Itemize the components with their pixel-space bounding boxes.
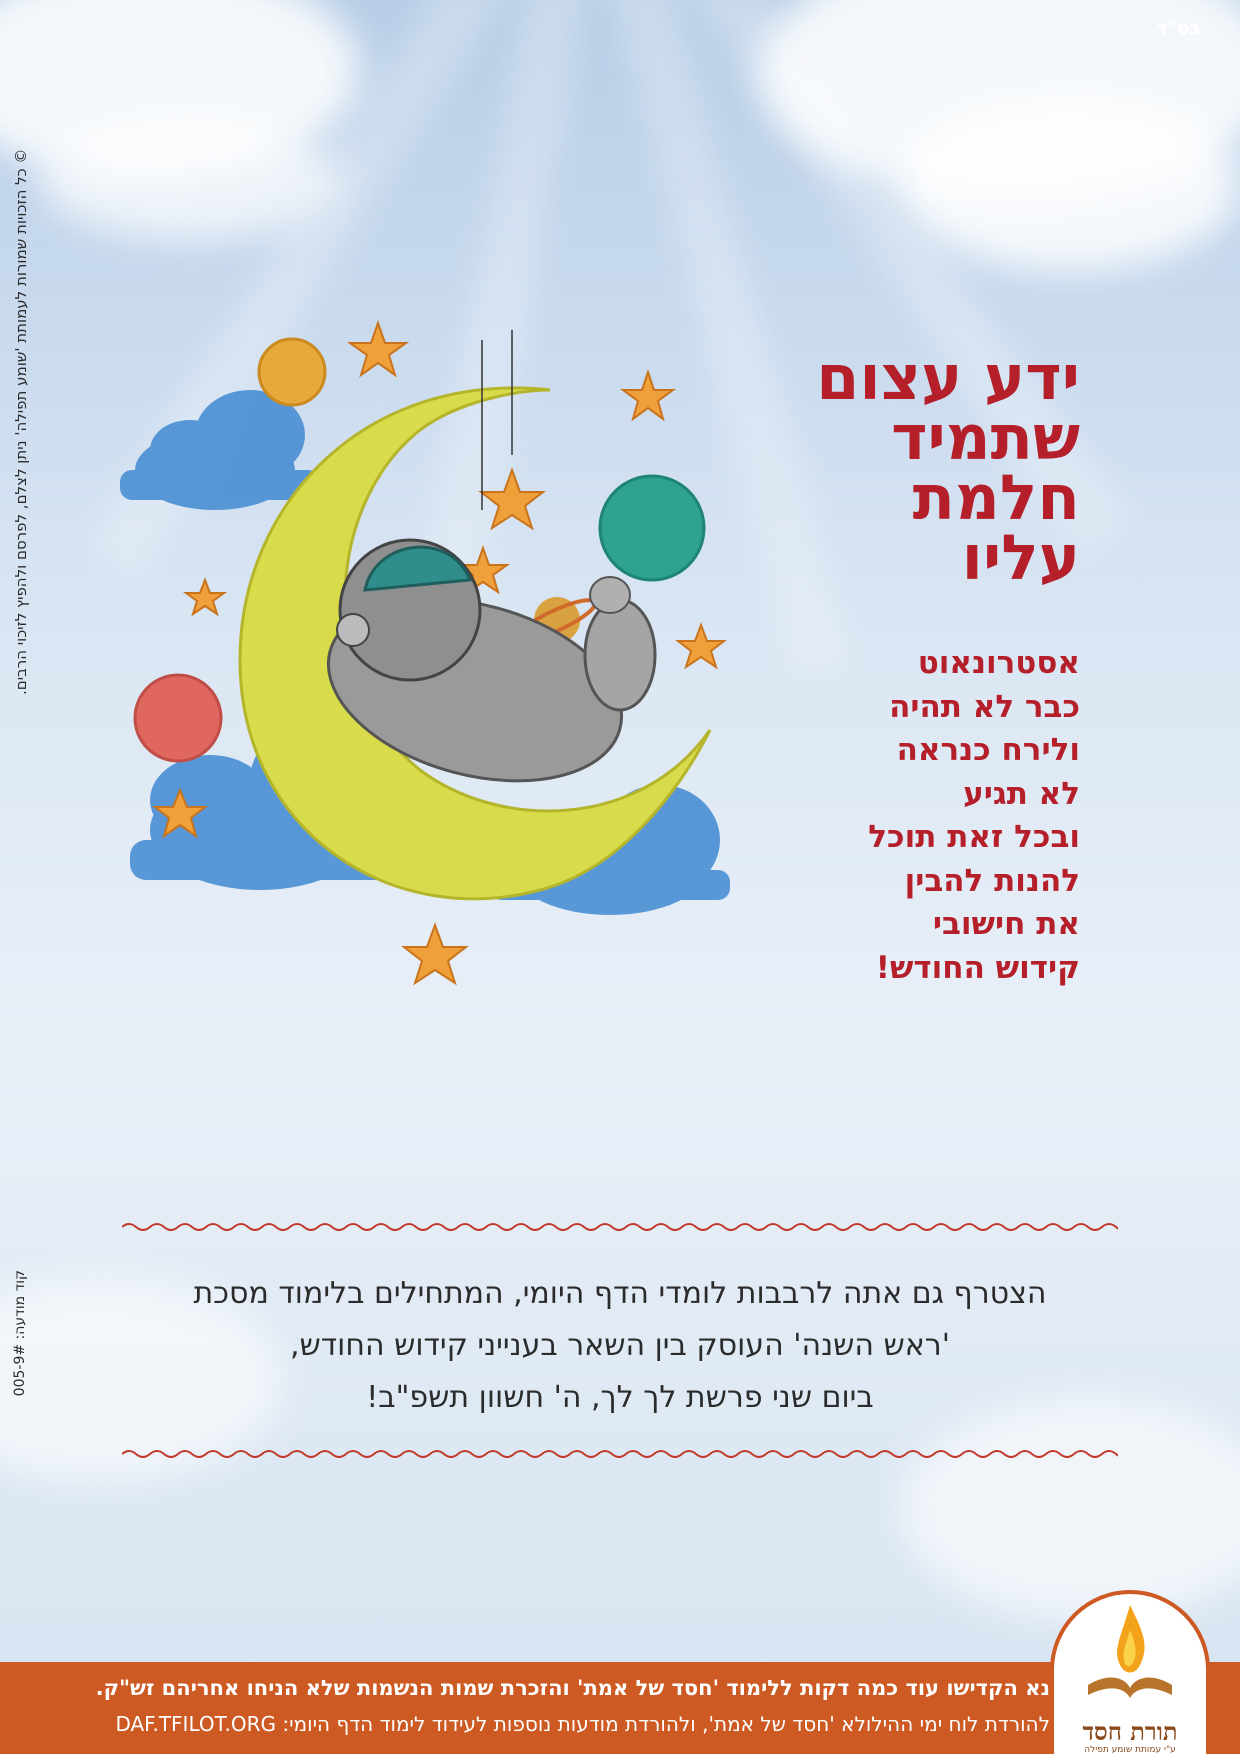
subheadline <box>760 642 1080 990</box>
join-message <box>120 1268 1120 1424</box>
logo-tagline: ע"י עמותת שומע תפילה <box>1084 1745 1176 1754</box>
footer-line-2: להורדת לוח ימי ההילולא 'חסד של אמת', ולהורדת מודעות נוספות לעידוד לימוד הדף היומי: DAF.TFILOT.ORG <box>115 1712 1050 1736</box>
subheadline-line: להנות להבין <box>904 862 1080 899</box>
headline-line: שתמיד <box>891 401 1080 474</box>
copyright-notice: © כל הזכויות שמורות לעמותת 'שומע תפילה' ניתן לצלם, לפרסם ולהפיץ לזיכוי הרבים. <box>12 148 30 695</box>
headline-line: ידע עצום <box>816 341 1080 414</box>
headline-line: חלמת <box>912 461 1080 534</box>
join-line: 'ראש השנה' העוסק בין השאר בענייני קידוש החודש, <box>290 1328 950 1363</box>
astronaut-moon-illustration <box>120 310 760 1000</box>
wavy-divider-top <box>122 1220 1118 1234</box>
subheadline-line: לא תגיע <box>963 775 1080 812</box>
subheadline-line: אסטרונאוט <box>917 645 1080 681</box>
ad-code: קוד מודעה: 005-9# <box>12 1270 28 1397</box>
red-planet-icon <box>135 675 221 761</box>
headline <box>780 341 1080 594</box>
footer-line-1: נא הקדישו עוד כמה דקות ללימוד 'חסד של אמת' והזכרת שמות הנשמות שלא הניחו אחריהם זש"ק. <box>95 1676 1050 1700</box>
sky-cloud <box>900 100 1240 270</box>
subheadline-line: ובכל זאת תוכל <box>868 819 1080 855</box>
teal-planet-icon <box>600 476 704 580</box>
subheadline-line: קידוש החודש! <box>875 949 1080 986</box>
headline-line: עליו <box>961 521 1080 594</box>
subheadline-line: כבר לא תהיה <box>889 688 1080 725</box>
bsd-mark: בס"ד <box>1156 18 1200 39</box>
logo-title: תורת חסד <box>1082 1717 1178 1746</box>
join-line: הצטרף גם אתה לרבבות לומדי הדף היומי, המתחילים בלימוד מסכת <box>193 1276 1047 1311</box>
blue-cloud-icon <box>120 390 320 510</box>
subheadline-line: את חישובי <box>932 906 1080 942</box>
wavy-divider-bottom <box>122 1447 1118 1461</box>
subheadline-line: ולירח כנראה <box>896 732 1080 768</box>
orange-planet-icon <box>259 339 325 405</box>
sky-cloud <box>900 1400 1240 1620</box>
join-line: ביום שני פרשת לך לך, ה' חשוון תשפ"ב! <box>366 1380 874 1415</box>
flame-book-logo-icon <box>1080 1600 1180 1710</box>
